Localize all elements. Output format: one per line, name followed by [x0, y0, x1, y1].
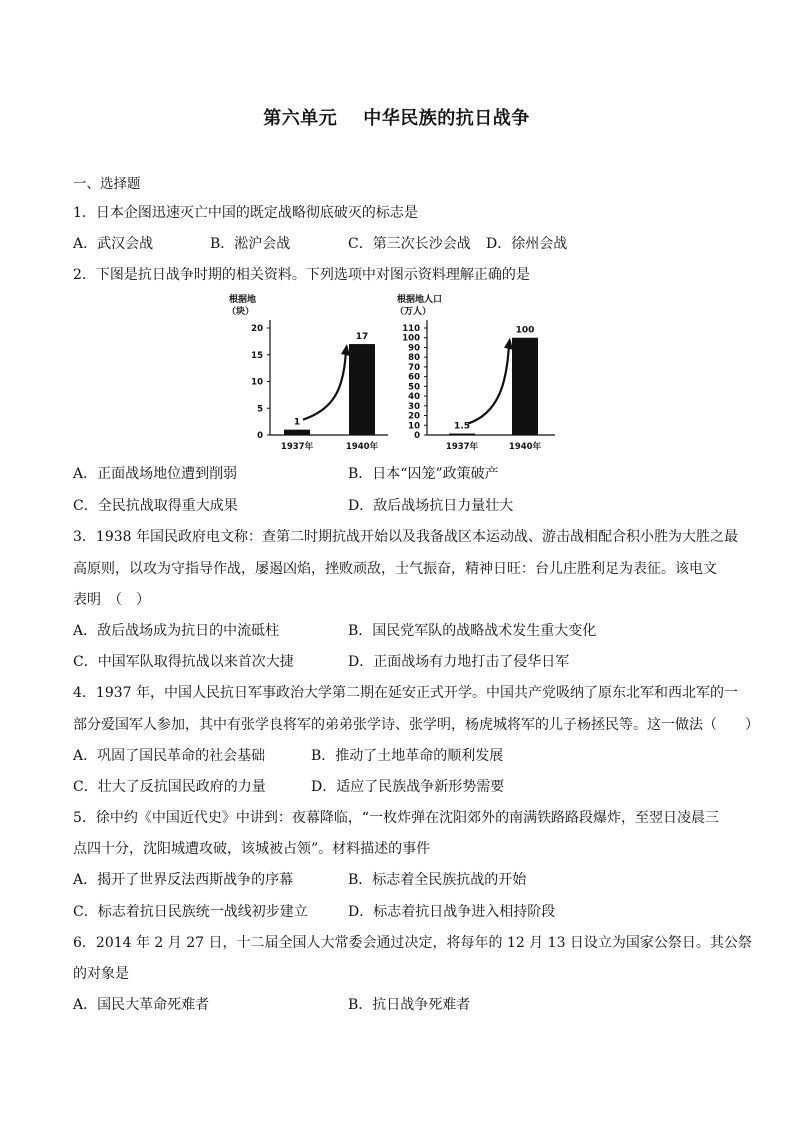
chart-1-tick-label: 0 [257, 431, 263, 441]
question-5-stem-line-1: 5．徐中约《中国近代史》中讲到：夜幕降临，“一枚炸弹在沈阳郊外的南满铁路路段爆炸，至翌日凌晨三 [73, 810, 720, 826]
chart-2-tick-label: 10 [408, 421, 420, 432]
q4-option-d: D．适应了民族战争新形势需要 [311, 779, 505, 795]
q2-option-a: A．正面战场地位遭到削弱 [73, 466, 238, 482]
chart-2-ylabel: 根据地人口 [397, 295, 443, 305]
chart-1-value-label: 1 [293, 417, 301, 428]
chart-1-bar [349, 344, 375, 435]
chart-1-tick-label: 5 [257, 404, 263, 415]
chart-1-tick-label: 20 [251, 324, 263, 334]
chart-2-trend-arrow [468, 344, 509, 424]
q3-option-d: D．正面战场有力地打击了侵华日军 [348, 654, 570, 670]
chart-1-ylabel-unit: （块） [227, 307, 255, 317]
q3-option-a: A．敌后战场成为抗日的中流砥柱 [73, 623, 280, 639]
q4-option-a: A．巩固了国民革命的社会基础 [73, 748, 266, 764]
q6-option-b: B．抗日战争死难者 [348, 997, 471, 1013]
question-3-stem-line-3: 表明 （ ） [73, 592, 150, 608]
chart-1-value-label: 17 [355, 332, 369, 343]
chart-1-tick-label: 15 [251, 350, 263, 361]
question-5-stem-line-2: 点四十分，沈阳城遭攻破，该城被占领”。材料描述的事件 [73, 841, 431, 857]
question-6-stem-line-2: 的对象是 [73, 966, 129, 982]
chart-2-arrow-head [504, 338, 513, 350]
chart-figure [225, 290, 585, 460]
section-heading: 一、选择题 [73, 176, 141, 192]
chart-2-tick-label: 100 [402, 333, 420, 344]
question-2-stem: 2．下图是抗日战争时期的相关资料。下列选项中对图示资料理解正确的是 [73, 267, 530, 283]
q2-option-c: C．全民抗战取得重大成果 [73, 498, 238, 514]
q4-option-c: C．壮大了反抗国民政府的力量 [73, 779, 266, 795]
chart-1-tick-label: 10 [251, 377, 263, 388]
question-3-stem-line-1: 3．1938 年国民政府电文称：查第二时期抗战开始以及我备战区本运动战、游击战相配合积小胜为大胜之最 [73, 529, 738, 545]
chart-2-tick-label: 30 [408, 401, 420, 412]
chart-1-category-label: 1937年 [280, 442, 314, 452]
chart-2-tick-label: 110 [402, 324, 420, 334]
unit-label: 第六单元 [263, 108, 338, 129]
q4-option-b: B．推动了土地革命的顺利发展 [311, 748, 504, 764]
chart-1-ylabel: 根据地 [229, 295, 257, 305]
q5-option-c: C．标志着抗日民族统一战线初步建立 [73, 904, 308, 920]
chart-2-value-label: 1.5 [454, 421, 470, 432]
question-1-stem: 1．日本企图迅速灭亡中国的既定战略彻底破灭的标志是 [73, 205, 418, 221]
question-4-stem-line-2: 部分爱国军人参加，其中有张学良将军的弟弟张学诗、张学明，杨虎城将军的儿子杨拯民等。这一做法（ ） [73, 717, 759, 733]
q5-option-d: D．标志着抗日战争进入相持阶段 [348, 904, 556, 920]
question-3-stem-line-2: 高原则，以攻为守指导作战，屡遏凶焰，挫败顽敌，士气振奋，精神日旺：台儿庄胜利足为表征。该电文 [73, 561, 717, 577]
chart-2-tick-label: 90 [408, 343, 420, 354]
q6-option-a: A．国民大革命死难者 [73, 997, 210, 1013]
chart-2-ylabel-unit: （万人） [395, 307, 432, 317]
chart-2-tick-label: 0 [414, 431, 420, 441]
chart-2-tick-label: 20 [408, 411, 420, 422]
q1-option-c: C．第三次长沙会战 [348, 236, 471, 252]
chart-2-bar [512, 338, 538, 435]
q5-option-a: A．揭开了世界反法西斯战争的序幕 [73, 872, 294, 888]
q3-option-b: B．国民党军队的战略战术发生重大变化 [348, 623, 597, 639]
q2-option-b: B．日本“囚笼”政策破产 [348, 466, 499, 482]
chart-2-category-label: 1940年 [508, 442, 542, 452]
chart-2-tick-label: 60 [408, 372, 420, 383]
chart-2-tick-label: 40 [408, 392, 420, 403]
q3-option-c: C．中国军队取得抗战以来首次大捷 [73, 654, 294, 670]
q1-option-b: B．淞沪会战 [210, 236, 291, 252]
page-title [0, 104, 793, 130]
question-6-stem-line-1: 6．2014 年 2 月 27 日，十二届全国人大常委会通过决定，将每年的 12 月 13 日设立为国家公祭日。其公祭 [73, 935, 752, 951]
chart-2-tick-label: 50 [408, 382, 420, 393]
chart-2-category-label: 1937年 [445, 442, 479, 452]
chart-2-tick-label: 70 [408, 362, 420, 373]
q2-option-d: D．敌后战场抗日力量壮大 [348, 498, 514, 514]
chart-1-trend-arrow [303, 350, 346, 420]
chart-2-tick-label: 80 [408, 353, 420, 364]
chart-1-arrow-head [341, 344, 350, 356]
q1-option-a: A．武汉会战 [73, 236, 154, 252]
unit-title: 中华民族的抗日战争 [363, 108, 530, 129]
question-4-stem-line-1: 4．1937 年，中国人民抗日军事政治大学第二期在延安正式开学。中国共产党吸纳了原东北军和西北军的一 [73, 685, 738, 701]
q5-option-b: B．标志着全民族抗战的开始 [348, 872, 527, 888]
q1-option-d: D．徐州会战 [486, 236, 568, 252]
chart-2-bar [449, 434, 475, 435]
chart-1-bar [284, 430, 310, 435]
chart-1-category-label: 1940年 [345, 442, 379, 452]
chart-2-value-label: 100 [515, 325, 535, 336]
